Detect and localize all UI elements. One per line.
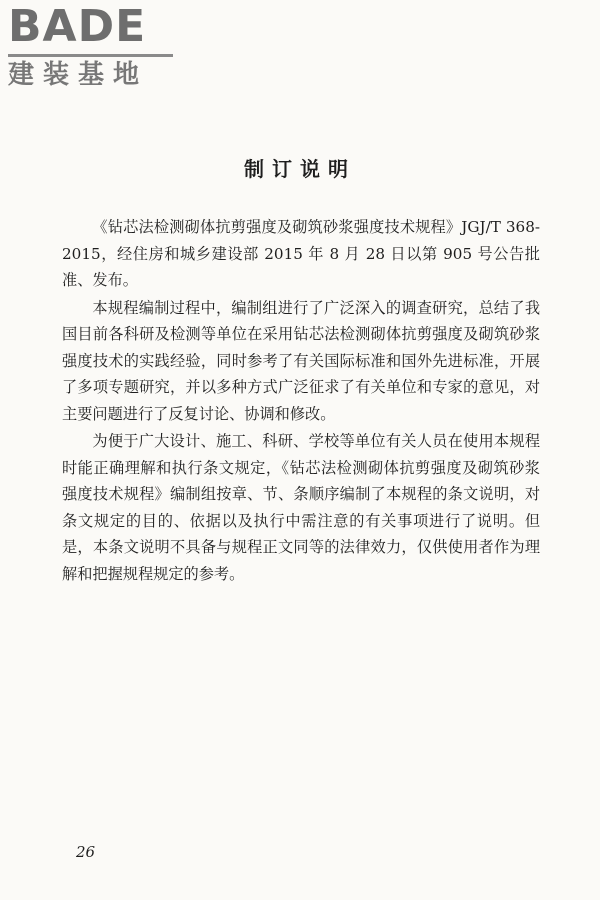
paragraph-2: 本规程编制过程中，编制组进行了广泛深入的调查研究，总结了我国目前各科研及检测等单位在采用钻芯法检测砌体抗剪强度及砌筑砂浆强度技术的实践经验，同时参考了有关国际标准和国外先进标准，开展了多项专题研究，并以多种方式广泛征求了有关单位和专家的意见，对主要问题进行了反复讨论、协调和修改。 xyxy=(62,298,540,423)
body-text xyxy=(62,214,540,588)
logo-text-cn: 建装基地 xyxy=(8,60,149,90)
page-title: 制订说明 xyxy=(244,157,356,181)
watermark-logo xyxy=(8,1,178,91)
page-number: 26 xyxy=(76,843,96,861)
paragraph-3: 为便于广大设计、施工、科研、学校等单位有关人员在使用本规程时能正确理解和执行条文规定，《钻芯法检测砌体抗剪强度及砌筑砂浆强度技术规程》编制组按章、节、条顺序编制了本规程的条文说明，对条文规定的目的、依据以及执行中需注意的有关事项进行了说明。但是，本条文说明不具备与规程正文同等的法律效力，仅供使用者作为理解和把握规程规定的参考。 xyxy=(62,432,540,583)
paragraph-1: 《钻芯法检测砌体抗剪强度及砌筑砂浆强度技术规程》JGJ/T 368-2015，经住房和城乡建设部 2015 年 8 月 28 日以第 905 号公告批准、发布。 xyxy=(62,218,540,289)
logo-divider xyxy=(8,54,173,57)
logo-text-en: BADE xyxy=(8,1,147,52)
